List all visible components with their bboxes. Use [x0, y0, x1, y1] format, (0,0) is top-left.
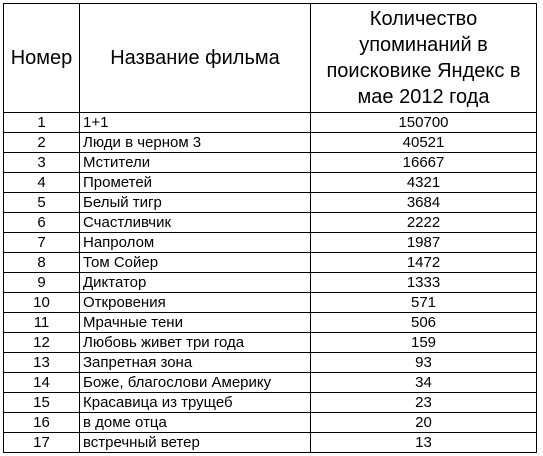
- table-row: [4, 213, 537, 233]
- cell-title[interactable]: Мрачные тени: [80, 313, 311, 333]
- cell-count[interactable]: 13: [311, 433, 537, 453]
- table-row: [4, 193, 537, 213]
- cell-title[interactable]: Любовь живет три года: [80, 333, 311, 353]
- table-row: [4, 233, 537, 253]
- cell-count[interactable]: 571: [311, 293, 537, 313]
- cell-count[interactable]: 93: [311, 353, 537, 373]
- cell-number[interactable]: 16: [4, 413, 80, 433]
- cell-count[interactable]: 3684: [311, 193, 537, 213]
- table-body: [4, 113, 537, 453]
- cell-count[interactable]: 16667: [311, 153, 537, 173]
- cell-count[interactable]: 4321: [311, 173, 537, 193]
- cell-title[interactable]: Белый тигр: [80, 193, 311, 213]
- cell-title[interactable]: Счастливчик: [80, 213, 311, 233]
- cell-title[interactable]: Запретная зона: [80, 353, 311, 373]
- header-number[interactable]: Номер: [4, 4, 80, 113]
- table-header: [4, 4, 537, 113]
- cell-number[interactable]: 1: [4, 113, 80, 133]
- cell-count[interactable]: 23: [311, 393, 537, 413]
- cell-count[interactable]: 1472: [311, 253, 537, 273]
- cell-number[interactable]: 2: [4, 133, 80, 153]
- cell-count[interactable]: 40521: [311, 133, 537, 153]
- table-row: [4, 393, 537, 413]
- header-row: [4, 4, 537, 113]
- cell-count[interactable]: 1333: [311, 273, 537, 293]
- cell-number[interactable]: 12: [4, 333, 80, 353]
- table-row: [4, 373, 537, 393]
- table-row: [4, 333, 537, 353]
- cell-count[interactable]: 159: [311, 333, 537, 353]
- cell-number[interactable]: 14: [4, 373, 80, 393]
- table-row: [4, 153, 537, 173]
- cell-number[interactable]: 13: [4, 353, 80, 373]
- table-row: [4, 353, 537, 373]
- table-row: [4, 313, 537, 333]
- cell-number[interactable]: 15: [4, 393, 80, 413]
- cell-count[interactable]: 506: [311, 313, 537, 333]
- cell-title[interactable]: 1+1: [80, 113, 311, 133]
- cell-count[interactable]: 34: [311, 373, 537, 393]
- cell-title[interactable]: Прометей: [80, 173, 311, 193]
- cell-number[interactable]: 5: [4, 193, 80, 213]
- cell-number[interactable]: 11: [4, 313, 80, 333]
- cell-title[interactable]: Люди в черном 3: [80, 133, 311, 153]
- cell-title[interactable]: Откровения: [80, 293, 311, 313]
- table-row: [4, 253, 537, 273]
- cell-count[interactable]: 150700: [311, 113, 537, 133]
- header-title[interactable]: Название фильма: [80, 4, 311, 113]
- table-row: [4, 113, 537, 133]
- table-row: [4, 133, 537, 153]
- cell-count[interactable]: 1987: [311, 233, 537, 253]
- table-row: [4, 413, 537, 433]
- cell-title[interactable]: Том Сойер: [80, 253, 311, 273]
- cell-title[interactable]: в доме отца: [80, 413, 311, 433]
- table-row: [4, 273, 537, 293]
- header-count[interactable]: Количество упоминаний в поисковике Яндекс в мае 2012 года: [311, 4, 537, 113]
- table-row: [4, 433, 537, 453]
- cell-count[interactable]: 2222: [311, 213, 537, 233]
- cell-title[interactable]: Мстители: [80, 153, 311, 173]
- table-row: [4, 173, 537, 193]
- cell-title[interactable]: Красавица из трущеб: [80, 393, 311, 413]
- cell-number[interactable]: 7: [4, 233, 80, 253]
- cell-number[interactable]: 9: [4, 273, 80, 293]
- cell-number[interactable]: 8: [4, 253, 80, 273]
- cell-number[interactable]: 3: [4, 153, 80, 173]
- cell-title[interactable]: Боже, благослови Америку: [80, 373, 311, 393]
- cell-title[interactable]: Диктатор: [80, 273, 311, 293]
- cell-number[interactable]: 4: [4, 173, 80, 193]
- cell-number[interactable]: 6: [4, 213, 80, 233]
- table-row: [4, 293, 537, 313]
- movie-mentions-table: [3, 3, 537, 453]
- cell-number[interactable]: 10: [4, 293, 80, 313]
- cell-title[interactable]: Напролом: [80, 233, 311, 253]
- cell-number[interactable]: 17: [4, 433, 80, 453]
- cell-count[interactable]: 20: [311, 413, 537, 433]
- cell-title[interactable]: встречный ветер: [80, 433, 311, 453]
